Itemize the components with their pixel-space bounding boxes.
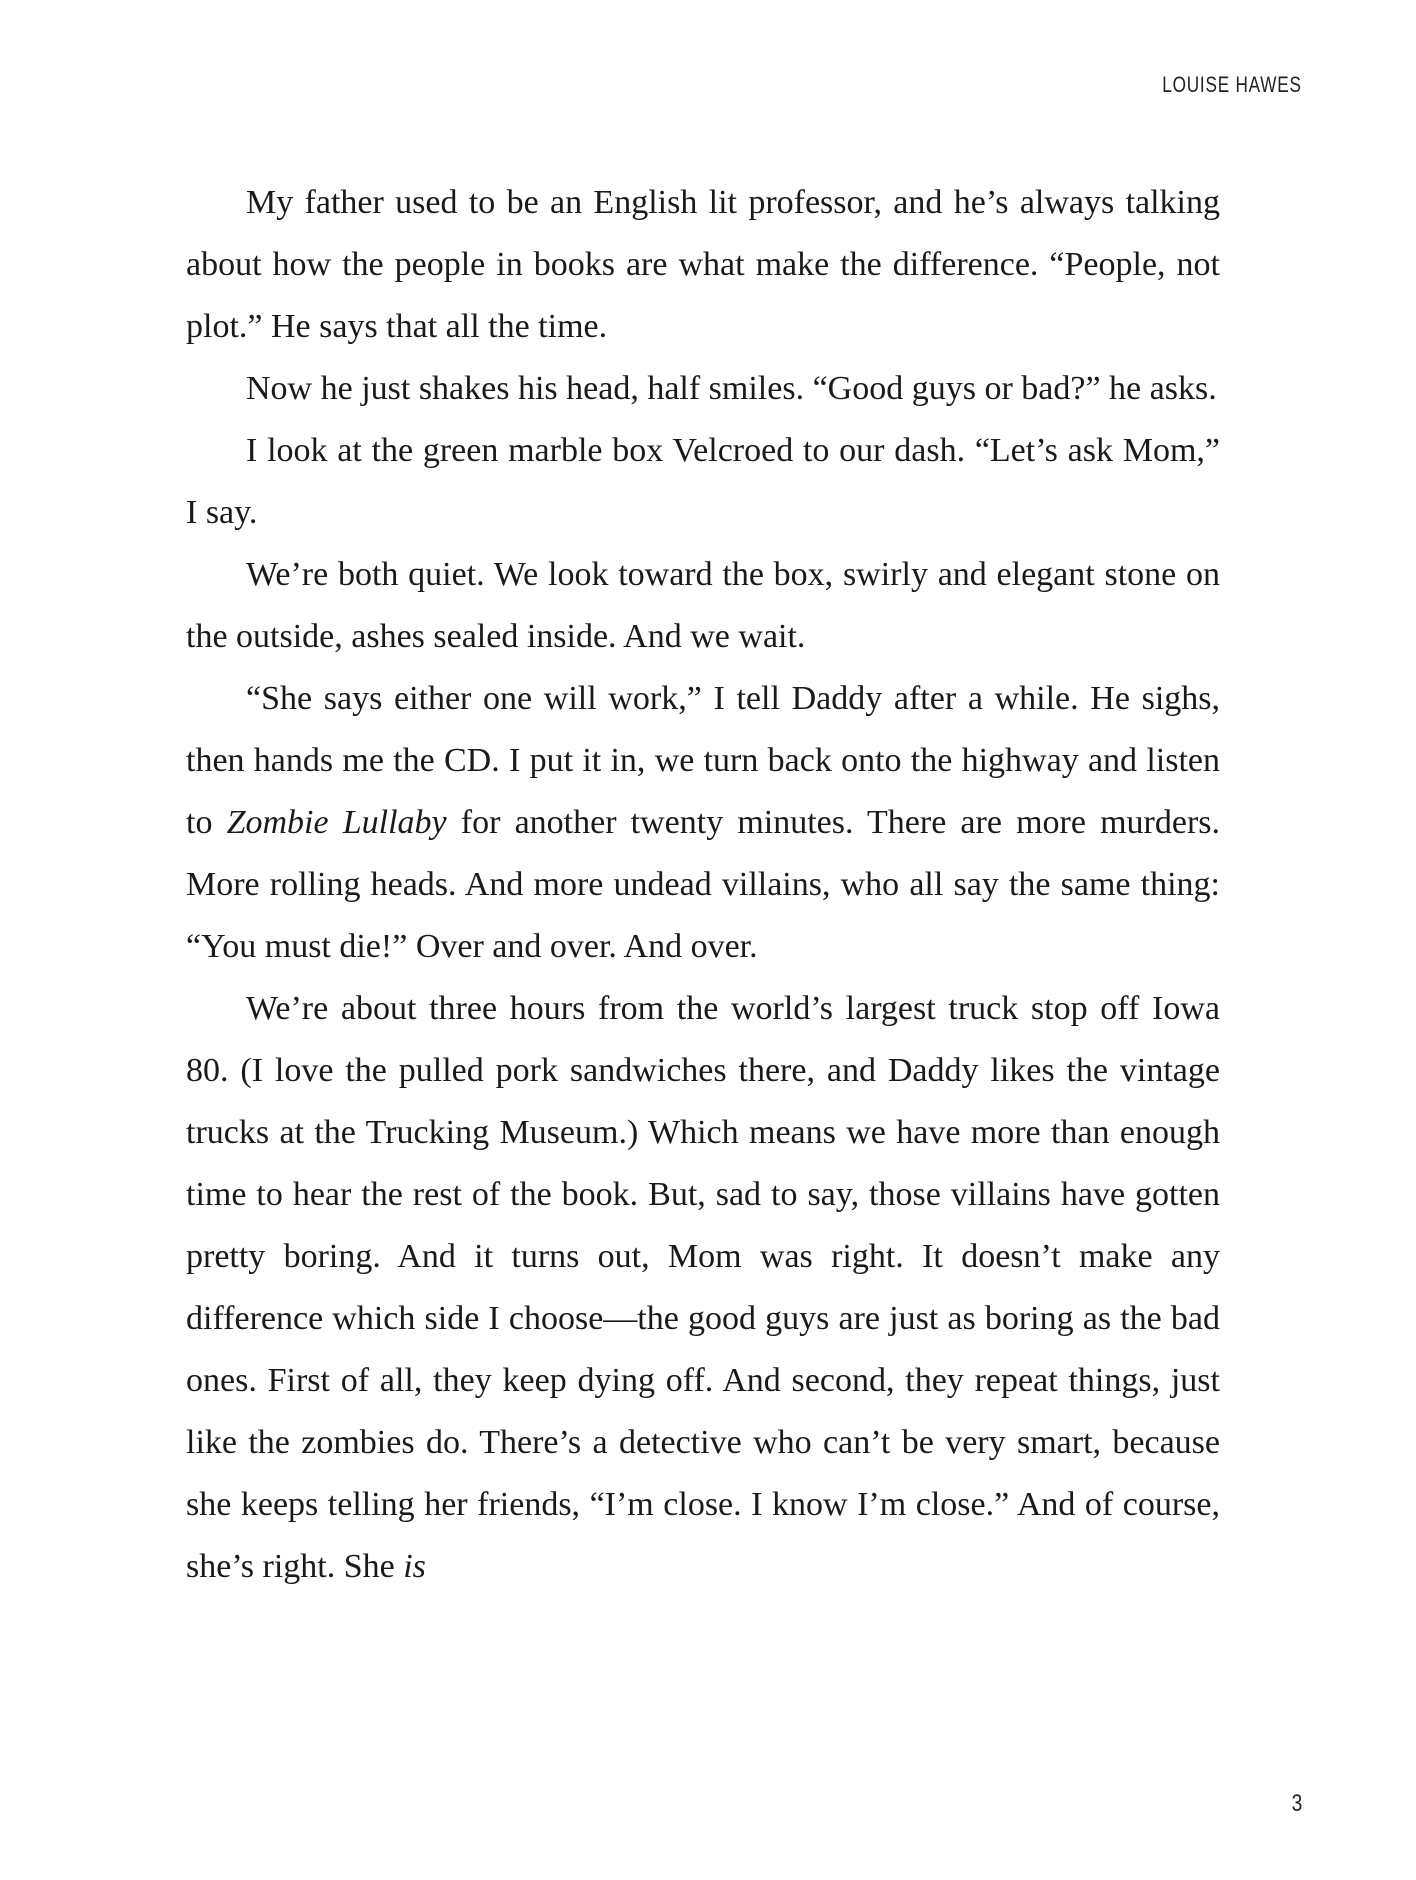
- paragraph-2: [186, 358, 1220, 420]
- page-number: 3: [1291, 1790, 1302, 1817]
- paragraph-5-text-before: “She says either one will work,” I tell Daddy after a while. He sighs, then hands me the CD. I put it in, we turn back onto the highway and listen to: [186, 680, 1220, 841]
- emphasis-italic: is: [403, 1548, 426, 1585]
- paragraph-6: [186, 978, 1220, 1598]
- paragraph-5: [186, 668, 1220, 978]
- paragraph-4-text: We’re both quiet. We look toward the box, swirly and elegant stone on the outside, ashes sealed inside. And we wait.: [186, 556, 1220, 655]
- paragraph-1-text: My father used to be an English lit professor, and he’s always talking about how the people in books are what make the difference. “People, not plot.” He says that all the time.: [186, 184, 1220, 345]
- paragraph-2-text: Now he just shakes his head, half smiles. “Good guys or bad?” he asks.: [246, 370, 1217, 407]
- paragraph-4: [186, 544, 1220, 668]
- running-head-author: LOUISE HAWES: [1162, 72, 1302, 97]
- page-body: [186, 172, 1220, 1598]
- paragraph-1: [186, 172, 1220, 358]
- paragraph-5-text-after: for another twenty minutes. There are more murders. More rolling heads. And more undead villains, who all say the same thing: “You must die!” Over and over. And over.: [186, 804, 1220, 965]
- paragraph-6-text-before: We’re about three hours from the world’s largest truck stop off Iowa 80. (I love the pulled pork sandwiches there, and Daddy likes the vintage trucks at the Trucking Museum.) Which means we have more than enough time to hear the rest of the book. But, sad to say, those villains have gotten pretty boring. And it turns out, Mom was right. It doesn’t make any difference which side I choose—the good guys are just as boring as the bad ones. First of all, they keep dying off. And second, they repeat things, just like the zombies do. There’s a detective who can’t be very smart, because she keeps telling her friends, “I’m close. I know I’m close.” And of course, she’s right. She: [186, 990, 1220, 1585]
- paragraph-3: [186, 420, 1220, 544]
- paragraph-3-text: I look at the green marble box Velcroed to our dash. “Let’s ask Mom,” I say.: [186, 432, 1220, 531]
- book-title-italic: Zombie Lullaby: [226, 804, 447, 841]
